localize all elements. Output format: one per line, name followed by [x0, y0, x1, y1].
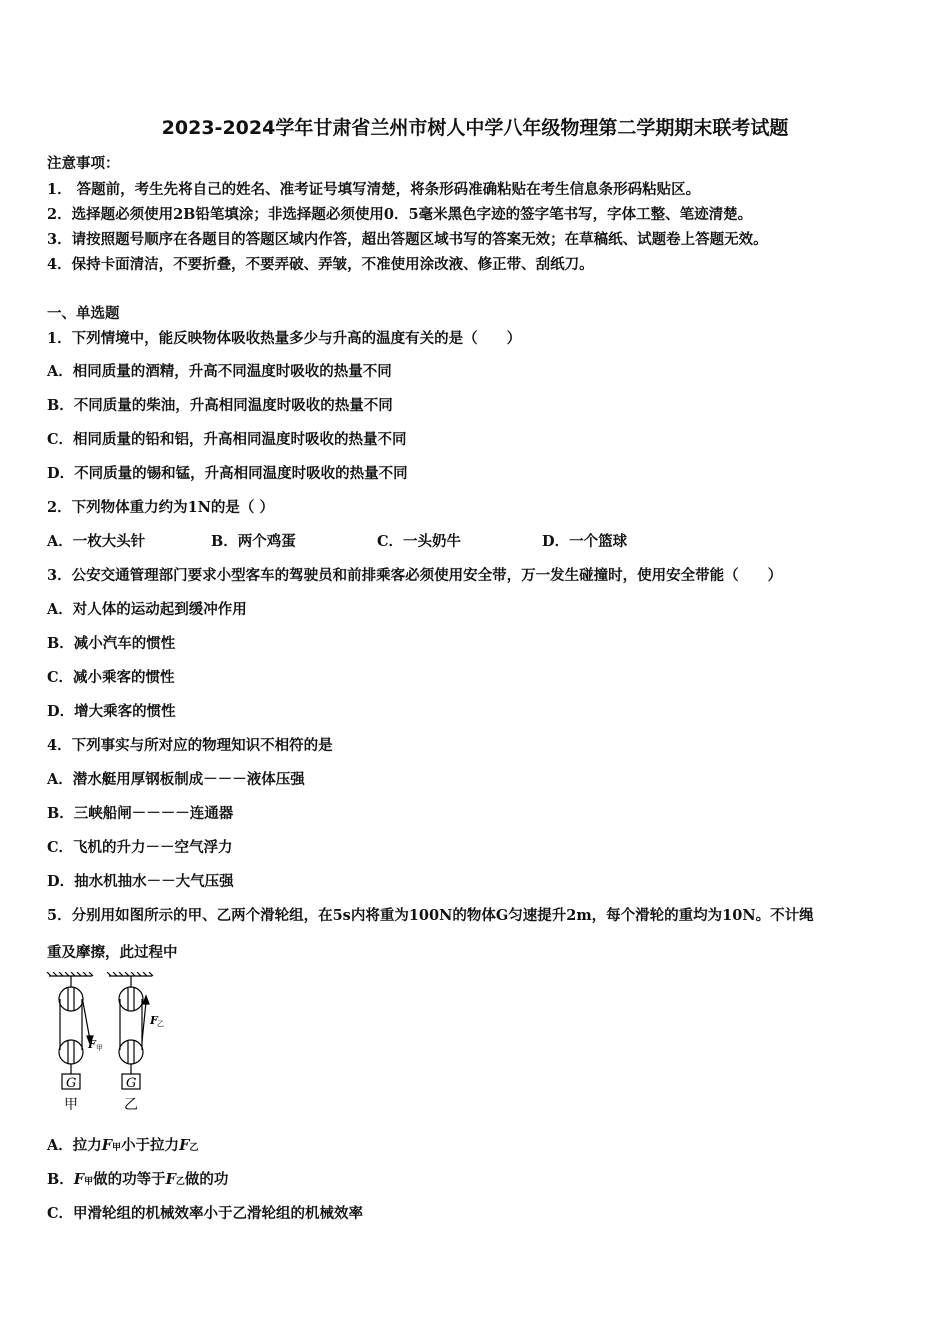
- question-3-stem: 3．公安交通管理部门要求小型客车的驾驶员和前排乘客必须使用安全带，万一发生碰撞时，使用安全带能（ ）: [47, 567, 783, 584]
- question-1-option-b: B．不同质量的柴油，升高相同温度时吸收的热量不同: [47, 397, 393, 414]
- question-2-stem: 2．下列物体重力约为1N的是（ ）: [47, 499, 274, 516]
- question-1-option-a: A．相同质量的酒精，升高不同温度时吸收的热量不同: [47, 363, 392, 380]
- weight-label-yi: G: [126, 1076, 137, 1091]
- pulley-set-yi: [107, 972, 153, 1089]
- question-4-option-a: A．潜水艇用厚钢板制成－－－液体压强: [47, 771, 305, 788]
- force-label-yi: F: [150, 1014, 158, 1027]
- force-subscript-jia: 甲: [96, 1044, 103, 1052]
- figure-label-jia: 甲: [64, 1097, 78, 1113]
- question-2-option-b: B．两个鸡蛋: [211, 533, 296, 550]
- question-3-option-c: C．减小乘客的惯性: [47, 669, 175, 686]
- notice-item: 1． 答题前，考生先将自己的姓名、准考证号填写清楚，将条形码准确粘贴在考生信息条形码粘贴区。: [47, 181, 701, 198]
- force-subscript: 甲: [112, 1143, 122, 1153]
- weight-label-jia: G: [66, 1076, 77, 1091]
- force-subscript: 乙: [175, 1177, 185, 1187]
- question-5-stem-line-2: 重及摩擦，此过程中: [47, 944, 178, 961]
- question-5-stem-line-1: 5．分别用如图所示的甲、乙两个滑轮组，在5s内将重为100N的物体G匀速提升2m，每个滑轮的重均为10N。不计绳: [47, 907, 814, 924]
- pulley-system-figure: [44, 972, 164, 1117]
- notice-item: 2．选择题必须使用2B铅笔填涂；非选择题必须使用0．5毫米黑色字迹的签字笔书写，字体工整、笔迹清楚。: [47, 206, 753, 223]
- question-4-stem: 4．下列事实与所对应的物理知识不相符的是: [47, 737, 333, 754]
- force-symbol: F: [101, 1137, 113, 1154]
- question-2-option-c: C．一头奶牛: [377, 533, 462, 550]
- question-2-option-a: A．一枚大头针: [47, 533, 146, 550]
- question-4-option-c: C．飞机的升力－－空气浮力: [47, 839, 233, 856]
- question-3-option-d: D．增大乘客的惯性: [47, 703, 176, 720]
- figure-label-yi: 乙: [124, 1097, 138, 1113]
- question-1-option-d: D．不同质量的锡和锰，升高相同温度时吸收的热量不同: [47, 465, 408, 482]
- notice-item: 3．请按照题号顺序在各题目的答题区域内作答，超出答题区域书写的答案无效；在草稿纸、试题卷上答题无效。: [47, 231, 768, 248]
- option-text: 小于拉力: [121, 1137, 180, 1154]
- option-text: 做的功: [184, 1171, 229, 1188]
- pulley-set-jia: [47, 972, 93, 1089]
- question-5-option-c: C．甲滑轮组的机械效率小于乙滑轮组的机械效率: [47, 1205, 364, 1222]
- force-symbol: F: [179, 1137, 190, 1154]
- question-4-option-d: D．抽水机抽水－－大气压强: [47, 873, 234, 890]
- force-subscript-yi: 乙: [157, 1020, 164, 1028]
- question-3-option-b: B．减小汽车的惯性: [47, 635, 176, 652]
- force-label-jia: F: [88, 1038, 96, 1051]
- page-title: 2023-2024学年甘肃省兰州市树人中学八年级物理第二学期期末联考试题: [161, 117, 789, 139]
- force-subscript: 乙: [189, 1143, 199, 1153]
- option-text: 做的功等于: [93, 1171, 166, 1188]
- force-subscript: 甲: [84, 1177, 94, 1187]
- force-symbol: F: [165, 1171, 176, 1188]
- question-1-option-c: C．相同质量的铅和铝，升高相同温度时吸收的热量不同: [47, 431, 407, 448]
- question-4-option-b: B．三峡船闸－－－－连通器: [47, 805, 234, 822]
- question-1-stem: 1．下列情境中，能反映物体吸收热量多少与升高的温度有关的是（ ）: [47, 330, 522, 347]
- question-2-option-d: D．一个篮球: [542, 533, 628, 550]
- question-5-option-b: [47, 1168, 228, 1189]
- force-symbol: F: [73, 1171, 85, 1188]
- option-text: A．拉力: [47, 1137, 102, 1154]
- notice-item: 4．保持卡面清洁，不要折叠，不要弄破、弄皱，不准使用涂改液、修正带、刮纸刀。: [47, 256, 594, 273]
- question-5-option-a: [47, 1134, 198, 1155]
- section-heading: 一、单选题: [47, 305, 120, 322]
- question-3-option-a: A．对人体的运动起到缓冲作用: [47, 601, 247, 618]
- option-text: B．: [47, 1171, 74, 1188]
- notice-heading: 注意事项：: [47, 155, 120, 172]
